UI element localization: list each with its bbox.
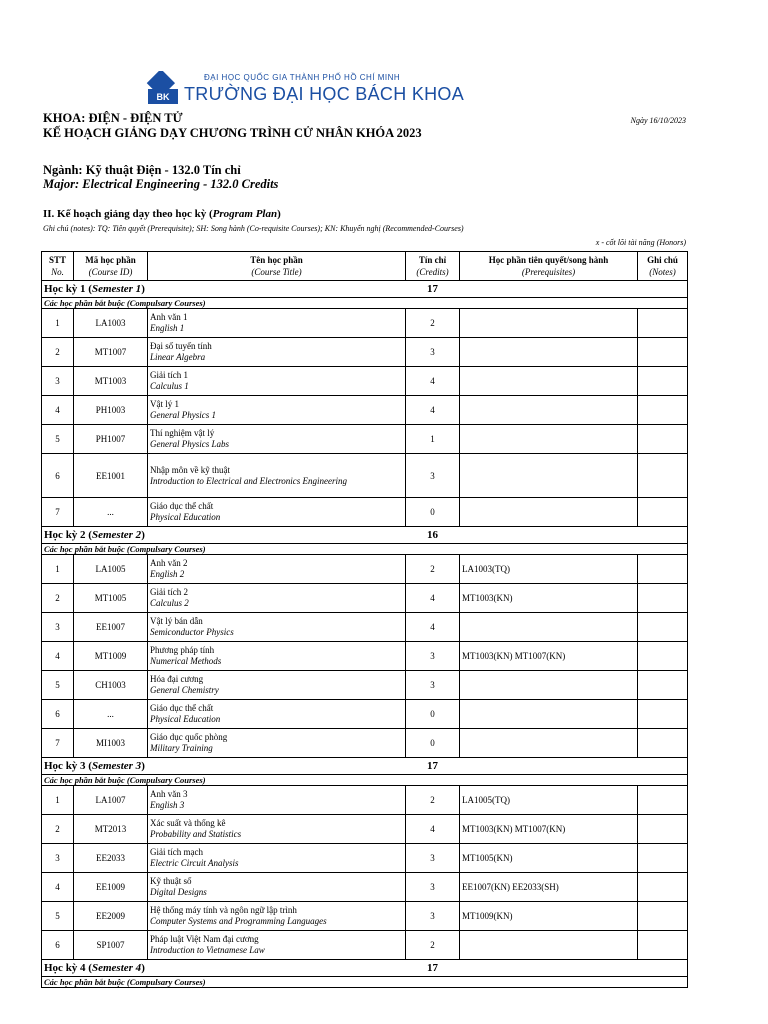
course-prereq [460, 700, 638, 729]
course-title [148, 729, 406, 758]
table-row [42, 584, 688, 613]
course-no: 5 [42, 902, 74, 931]
semester-spacer [460, 527, 688, 544]
course-no: 1 [42, 786, 74, 815]
course-prereq: MT1003(KN) MT1007(KN) [460, 815, 638, 844]
course-code: MI1003 [74, 729, 148, 758]
table-row [42, 396, 688, 425]
table-row [42, 454, 688, 498]
course-no: 6 [42, 931, 74, 960]
semester-label: Học kỳ 4 (Semester 4) [42, 960, 406, 977]
course-code: PH1003 [74, 396, 148, 425]
course-title-en: Semiconductor Physics [150, 627, 234, 637]
table-row [42, 873, 688, 902]
course-title [148, 396, 406, 425]
table-row [42, 309, 688, 338]
course-code: MT2013 [74, 815, 148, 844]
course-title-vi: Xác suất và thống kê [150, 818, 226, 828]
course-notes [638, 902, 688, 931]
course-prereq [460, 338, 638, 367]
semester-label: Học kỳ 1 (Semester 1) [42, 281, 406, 298]
col-header-credits: Tín chỉ (Credits) [406, 252, 460, 281]
bk-logo-icon [146, 71, 180, 105]
course-prereq [460, 671, 638, 700]
course-no: 1 [42, 555, 74, 584]
course-notes [638, 367, 688, 396]
course-code: LA1005 [74, 555, 148, 584]
course-prereq: MT1009(KN) [460, 902, 638, 931]
course-title-vi: Anh văn 3 [150, 789, 188, 799]
course-title-vi: Giáo dục thể chất [150, 501, 214, 511]
course-notes [638, 642, 688, 671]
course-title [148, 498, 406, 527]
course-no: 2 [42, 815, 74, 844]
course-no: 1 [42, 309, 74, 338]
section-heading: II. Kế hoạch giảng dạy theo học kỳ (Program Plan) [43, 208, 281, 220]
course-title-en: Physical Education [150, 512, 221, 522]
col-header-title: Tên học phần (Course Title) [148, 252, 406, 281]
table-row [42, 338, 688, 367]
course-no: 7 [42, 729, 74, 758]
course-no: 6 [42, 700, 74, 729]
course-notes [638, 425, 688, 454]
university-logo [146, 68, 586, 108]
course-title-en: General Chemistry [150, 685, 219, 695]
course-title-en: Calculus 2 [150, 598, 189, 608]
course-no: 5 [42, 425, 74, 454]
course-title-vi: Thí nghiệm vật lý [150, 428, 215, 438]
course-credits: 2 [406, 786, 460, 815]
course-title-en: Physical Education [150, 714, 221, 724]
course-notes [638, 396, 688, 425]
table-row [42, 902, 688, 931]
course-notes [638, 931, 688, 960]
course-credits: 3 [406, 902, 460, 931]
semester-row [42, 281, 688, 298]
course-credits: 3 [406, 844, 460, 873]
course-title [148, 454, 406, 498]
course-credits: 0 [406, 498, 460, 527]
course-prereq [460, 498, 638, 527]
course-notes [638, 700, 688, 729]
course-credits: 4 [406, 613, 460, 642]
course-title-en: Military Training [150, 743, 213, 753]
course-prereq [460, 396, 638, 425]
course-prereq [460, 931, 638, 960]
course-group-row [42, 298, 688, 309]
course-title [148, 338, 406, 367]
table-row [42, 844, 688, 873]
course-title [148, 931, 406, 960]
course-title [148, 425, 406, 454]
course-credits: 2 [406, 555, 460, 584]
course-title [148, 367, 406, 396]
course-title [148, 786, 406, 815]
table-row [42, 729, 688, 758]
course-no: 3 [42, 613, 74, 642]
course-title-en: Linear Algebra [150, 352, 206, 362]
course-title-vi: Phương pháp tính [150, 645, 215, 655]
course-title-en: Numerical Methods [150, 656, 222, 666]
course-notes [638, 786, 688, 815]
table-header-row [42, 252, 688, 281]
course-group-label: Các học phần bắt buộc (Compulsary Courses) [42, 298, 688, 309]
course-code: LA1003 [74, 309, 148, 338]
legend-notes: Ghi chú (notes): TQ: Tiên quyết (Prerequisite); SH: Song hành (Co-requisite Courses); KN: Khuyến nghị (Recommended-Courses) [43, 224, 464, 233]
course-title-vi: Giáo dục quốc phòng [150, 732, 228, 742]
semester-spacer [460, 758, 688, 775]
course-title-en: English 2 [150, 569, 185, 579]
course-title-vi: Đại số tuyến tính [150, 341, 212, 351]
course-prereq [460, 367, 638, 396]
course-notes [638, 555, 688, 584]
course-notes [638, 338, 688, 367]
table-row [42, 815, 688, 844]
course-group-row [42, 775, 688, 786]
course-code: MT1007 [74, 338, 148, 367]
course-code: EE1001 [74, 454, 148, 498]
course-prereq [460, 729, 638, 758]
course-title [148, 902, 406, 931]
course-title-en: English 3 [150, 800, 185, 810]
table-row [42, 498, 688, 527]
course-code: LA1007 [74, 786, 148, 815]
course-title-en: Digital Designs [150, 887, 207, 897]
course-prereq [460, 613, 638, 642]
course-no: 3 [42, 844, 74, 873]
table-row [42, 613, 688, 642]
course-plan-table [41, 251, 688, 988]
course-credits: 3 [406, 671, 460, 700]
course-title [148, 873, 406, 902]
col-header-prereq: Học phần tiên quyết/song hành (Prerequisites) [460, 252, 638, 281]
course-no: 2 [42, 338, 74, 367]
faculty-heading [43, 111, 422, 141]
course-title-en: English 1 [150, 323, 185, 333]
course-prereq: MT1005(KN) [460, 844, 638, 873]
course-code: EE2009 [74, 902, 148, 931]
course-prereq: LA1003(TQ) [460, 555, 638, 584]
course-prereq [460, 454, 638, 498]
honors-note: x - cốt lõi tài năng (Honors) [595, 238, 686, 247]
logo-title: TRƯỜNG ĐẠI HỌC BÁCH KHOA [184, 83, 465, 104]
course-group-row [42, 544, 688, 555]
course-title-vi: Giải tích mạch [150, 847, 203, 857]
course-notes [638, 309, 688, 338]
course-title [148, 613, 406, 642]
course-notes [638, 613, 688, 642]
col-header-notes: Ghi chú (Notes) [638, 252, 688, 281]
course-notes [638, 671, 688, 700]
course-code: EE1007 [74, 613, 148, 642]
semester-credits: 16 [406, 527, 460, 544]
plan-title: KẾ HOẠCH GIẢNG DẠY CHƯƠNG TRÌNH CỬ NHÂN KHÓA 2023 [43, 126, 422, 140]
course-notes [638, 454, 688, 498]
major-vi: Ngành: Kỹ thuật Điện - 132.0 Tín chỉ [43, 163, 241, 177]
course-title-vi: Vật lý 1 [150, 399, 179, 409]
course-no: 4 [42, 642, 74, 671]
course-title-en: Introduction to Vietnamese Law [150, 945, 265, 955]
course-code: MT1009 [74, 642, 148, 671]
major-en: Major: Electrical Engineering - 132.0 Credits [43, 177, 279, 191]
course-credits: 3 [406, 454, 460, 498]
course-credits: 3 [406, 642, 460, 671]
table-row [42, 367, 688, 396]
course-credits: 2 [406, 931, 460, 960]
semester-spacer [460, 281, 688, 298]
course-title-vi: Pháp luật Việt Nam đại cương [150, 934, 259, 944]
course-code: ... [74, 700, 148, 729]
table-row [42, 931, 688, 960]
col-header-stt: STT No. [42, 252, 74, 281]
table-row [42, 425, 688, 454]
course-code: CH1003 [74, 671, 148, 700]
course-prereq: LA1005(TQ) [460, 786, 638, 815]
logo-subtitle: ĐẠI HỌC QUỐC GIA THÀNH PHỐ HỒ CHÍ MINH [204, 72, 401, 82]
course-title-en: Computer Systems and Programming Languages [150, 916, 327, 926]
course-credits: 4 [406, 815, 460, 844]
course-credits: 0 [406, 729, 460, 758]
course-title [148, 555, 406, 584]
course-credits: 2 [406, 309, 460, 338]
course-title-en: Probability and Statistics [150, 829, 242, 839]
faculty-name: KHOA: ĐIỆN - ĐIỆN TỬ [43, 111, 183, 125]
semester-row [42, 758, 688, 775]
course-title [148, 815, 406, 844]
course-title-vi: Hóa đại cương [150, 674, 204, 684]
table-row [42, 786, 688, 815]
course-prereq [460, 309, 638, 338]
table-row [42, 555, 688, 584]
course-credits: 4 [406, 367, 460, 396]
semester-row [42, 960, 688, 977]
course-title [148, 584, 406, 613]
course-prereq: MT1003(KN) MT1007(KN) [460, 642, 638, 671]
semester-credits: 17 [406, 758, 460, 775]
semester-label: Học kỳ 3 (Semester 3) [42, 758, 406, 775]
course-no: 7 [42, 498, 74, 527]
course-code: ... [74, 498, 148, 527]
course-credits: 4 [406, 396, 460, 425]
semester-label: Học kỳ 2 (Semester 2) [42, 527, 406, 544]
course-group-label: Các học phần bắt buộc (Compulsary Courses) [42, 775, 688, 786]
course-notes [638, 729, 688, 758]
major-heading [43, 163, 278, 191]
course-title-vi: Nhập môn về kỹ thuật [150, 464, 230, 475]
col-header-code: Mã học phần (Course ID) [74, 252, 148, 281]
semester-spacer [460, 960, 688, 977]
course-title-en: Calculus 1 [150, 381, 189, 391]
course-title-vi: Hệ thống máy tính và ngôn ngữ lập trình [150, 905, 297, 915]
course-notes [638, 873, 688, 902]
course-title [148, 309, 406, 338]
course-prereq: EE1007(KN) EE2033(SH) [460, 873, 638, 902]
semester-credits: 17 [406, 960, 460, 977]
course-title-vi: Giải tích 1 [150, 370, 188, 380]
course-prereq: MT1003(KN) [460, 584, 638, 613]
course-code: MT1005 [74, 584, 148, 613]
course-no: 3 [42, 367, 74, 396]
course-code: MT1003 [74, 367, 148, 396]
course-title-vi: Anh văn 1 [150, 312, 188, 322]
course-no: 2 [42, 584, 74, 613]
course-code: SP1007 [74, 931, 148, 960]
course-title-vi: Vật lý bán dẫn [150, 616, 203, 626]
course-no: 4 [42, 396, 74, 425]
course-notes [638, 815, 688, 844]
course-title-en: Introduction to Electrical and Electronics Engineering [150, 475, 348, 486]
course-no: 6 [42, 454, 74, 498]
course-title [148, 844, 406, 873]
course-title [148, 700, 406, 729]
course-title-vi: Anh văn 2 [150, 558, 188, 568]
course-title [148, 671, 406, 700]
course-title-vi: Giáo dục thể chất [150, 703, 214, 713]
course-group-label: Các học phần bắt buộc (Compulsary Courses) [42, 977, 688, 988]
course-credits: 0 [406, 700, 460, 729]
table-row [42, 671, 688, 700]
course-no: 4 [42, 873, 74, 902]
course-group-label: Các học phần bắt buộc (Compulsary Courses) [42, 544, 688, 555]
course-notes [638, 498, 688, 527]
course-credits: 1 [406, 425, 460, 454]
course-group-row [42, 977, 688, 988]
semester-credits: 17 [406, 281, 460, 298]
course-code: EE2033 [74, 844, 148, 873]
course-credits: 3 [406, 873, 460, 902]
table-body [42, 281, 688, 988]
course-title-en: Electric Circuit Analysis [150, 858, 239, 868]
course-title-vi: Giải tích 2 [150, 587, 188, 597]
course-credits: 3 [406, 338, 460, 367]
course-notes [638, 844, 688, 873]
course-code: EE1009 [74, 873, 148, 902]
course-title-en: General Physics 1 [150, 410, 216, 420]
svg-text:BK: BK [156, 92, 170, 102]
document-date: Ngày 16/10/2023 [630, 116, 686, 125]
course-title-vi: Kỹ thuật số [150, 876, 192, 886]
course-prereq [460, 425, 638, 454]
course-title [148, 642, 406, 671]
table-row [42, 642, 688, 671]
course-notes [638, 584, 688, 613]
course-title-en: General Physics Labs [150, 439, 229, 449]
course-no: 5 [42, 671, 74, 700]
course-credits: 4 [406, 584, 460, 613]
course-code: PH1007 [74, 425, 148, 454]
semester-row [42, 527, 688, 544]
table-row [42, 700, 688, 729]
